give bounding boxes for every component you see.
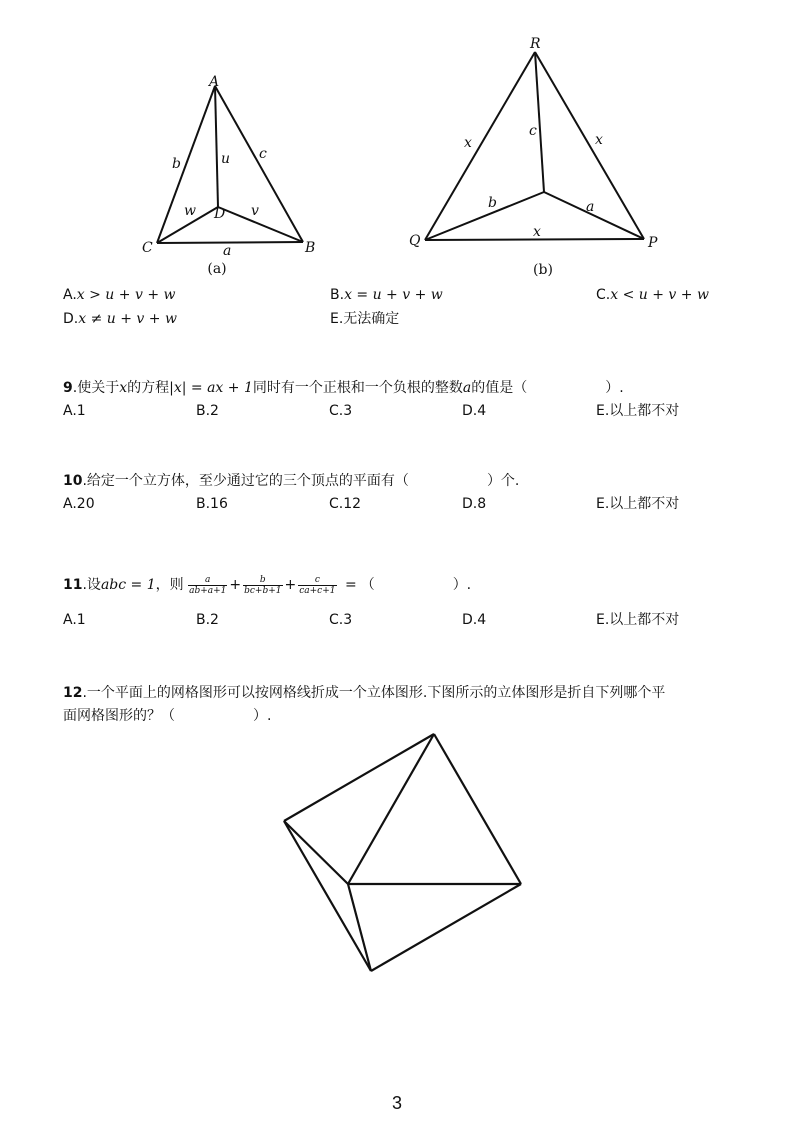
q11-plus-2: +: [284, 577, 297, 593]
edge-rq-line: [425, 52, 535, 240]
q9-option-b[interactable]: B.2: [196, 403, 219, 419]
q8-option-b[interactable]: B.x = u + v + w: [330, 287, 443, 303]
edge-u-line: [215, 86, 218, 207]
q8-option-c[interactable]: C.x < u + v + w: [596, 287, 709, 303]
figure-a: [130, 70, 330, 280]
edge-u-label: u: [221, 151, 231, 167]
q8-option-d[interactable]: D.x ≠ u + v + w: [63, 311, 177, 327]
edge-b-label: b: [172, 156, 181, 172]
q11-equals: =: [344, 577, 357, 593]
solid-edge-right-bottom: [371, 884, 521, 971]
edge-x-right-label: x: [595, 132, 603, 148]
edge-v-label: v: [251, 203, 259, 219]
figure-b: [400, 30, 680, 280]
edge-b-label: b: [488, 195, 497, 211]
q9-option-c[interactable]: C.3: [329, 403, 353, 419]
q9-number: 9: [63, 380, 73, 396]
solid-edge-top-left: [284, 734, 434, 821]
q10-stem: 10.给定一个立方体，至少通过它的三个顶点的平面有（ ）个.: [63, 473, 520, 489]
q11-fraction-2: $\frac{b}{bc+b+1}$: [244, 574, 282, 596]
edge-c-line: [535, 52, 544, 192]
vertex-a-label: A: [209, 74, 220, 90]
vertex-p-label: P: [648, 235, 658, 251]
q11-option-c[interactable]: C.3: [329, 612, 353, 628]
q11-plus-1: +: [229, 577, 242, 593]
edge-b-line: [157, 86, 215, 243]
q8-option-a[interactable]: A.x > u + v + w: [63, 287, 176, 303]
q10-option-c[interactable]: C.12: [329, 496, 362, 512]
figure-a-caption: (a): [207, 261, 227, 277]
edge-x-bottom-label: x: [533, 224, 541, 240]
q9-option-e[interactable]: E.以上都不对: [596, 403, 680, 419]
q9-option-d[interactable]: D.4: [462, 403, 487, 419]
solid-edge-top-center: [348, 734, 434, 884]
solid-edge-left-bottom: [284, 821, 371, 971]
vertex-q-label: Q: [409, 233, 421, 249]
vertex-d-label: D: [214, 206, 226, 222]
solid-figure: [270, 720, 540, 990]
edge-a-label: a: [586, 199, 595, 215]
figure-b-caption: (b): [533, 262, 553, 278]
q11-option-e[interactable]: E.以上都不对: [596, 612, 680, 628]
q11-option-b[interactable]: B.2: [196, 612, 219, 628]
edge-c-label: c: [259, 146, 267, 162]
edge-v-line: [218, 207, 303, 242]
q10-option-d[interactable]: D.8: [462, 496, 487, 512]
q12-stem-line-1: 12.一个平面上的网格图形可以按网格线折成一个立体图形.下图所示的立体图形是折自下列哪个平: [63, 685, 666, 701]
q9-option-a[interactable]: A.1: [63, 403, 86, 419]
page-number: 3: [392, 1093, 403, 1113]
q8-option-e[interactable]: E.无法确定: [330, 311, 400, 327]
q11-fraction-1: $\frac{a}{ab+a+1}$: [189, 574, 227, 596]
edge-b-line: [425, 192, 544, 240]
q10-option-e[interactable]: E.以上都不对: [596, 496, 680, 512]
q10-option-a[interactable]: A.20: [63, 496, 95, 512]
q11-number: 11: [63, 577, 83, 593]
q9-stem: 9.使关于x的方程|x| = ax + 1同时有一个正根和一个负根的整数a的值是（ ）.: [63, 380, 624, 396]
q11-fraction-3: $\frac{c}{ca+c+1}$: [299, 574, 336, 596]
q11-stem: 11.设abc = 1，则 $\frac{a}{ab+a+1}$ + $\frac{b}{bc+b+1}$ + $\frac{c}{ca+c+1}$ = （ ）.: [63, 574, 472, 596]
q12-stem-line-2: 面网格图形的？（ ）.: [63, 708, 272, 724]
vertex-b-label: B: [305, 240, 316, 256]
q12-number: 12: [63, 685, 83, 701]
vertex-c-label: C: [142, 240, 153, 256]
solid-edge-center-bottom: [348, 884, 371, 971]
q11-option-d[interactable]: D.4: [462, 612, 487, 628]
edge-w-label: w: [184, 203, 196, 219]
vertex-r-label: R: [530, 36, 541, 52]
q11-option-a[interactable]: A.1: [63, 612, 86, 628]
solid-edge-top-right: [434, 734, 521, 884]
edge-x-left-label: x: [464, 135, 472, 151]
edge-c-label: c: [529, 123, 537, 139]
edge-a-label: a: [223, 243, 232, 259]
q10-number: 10: [63, 473, 83, 489]
q10-option-b[interactable]: B.16: [196, 496, 228, 512]
